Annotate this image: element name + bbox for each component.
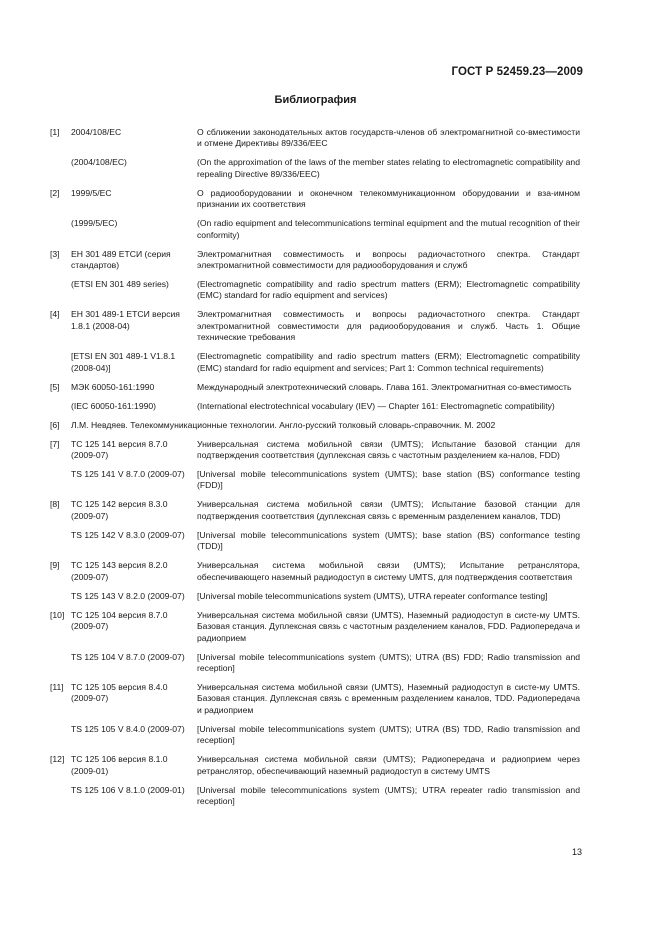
entry-row: [50, 652, 580, 675]
entry-code: TS 125 141 V 8.7.0 (2009-07): [71, 469, 185, 480]
entry-description: [Universal mobile telecommunications system (UMTS); base station (BS) conformance testing (FDD)]: [197, 469, 580, 491]
entry-row: [50, 382, 580, 393]
entry-code: (1999/5/EC): [71, 218, 118, 229]
entry-description: [Universal mobile telecommunications system (UMTS); UTRA (BS) TDD, Radio transmission and reception]: [197, 723, 580, 746]
entry-row: [50, 560, 580, 583]
entry-description: (Electromagnetic compatibility and radio spectrum matters (ERM); Electromagnetic compatibility (EMC) standard for radio equipment and services): [197, 279, 580, 301]
bibliography-list: [50, 127, 580, 815]
entry-number-blank: [50, 157, 71, 180]
entry-number: [8]: [50, 499, 60, 510]
entry-description: Универсальная система мобильной связи (UMTS); Испытание ретранслятора, обеспечивающего наземный радиодоступ в систему UMTS, для подтверждения соответствия: [197, 560, 580, 582]
entry-row: [50, 682, 580, 716]
entry-code: ТС 125 106 версия 8.1.0 (2009-01): [71, 754, 168, 776]
entry-code: TS 125 105 V 8.4.0 (2009-07): [71, 723, 185, 734]
entry-code: TS 125 104 V 8.7.0 (2009-07): [71, 651, 185, 662]
bibliography-entry: [50, 188, 580, 241]
entry-description: [Universal mobile telecommunications system (UMTS); base station (BS) conformance testing (TDD)]: [197, 529, 580, 552]
entry-row: [50, 401, 580, 412]
entry-row: [50, 591, 580, 602]
entry-description: Универсальная система мобильной связи (UMTS); Испытание базовой станции для подтверждения соответствия (дуплексная связь с временным разделением каналов, TDD): [197, 499, 580, 521]
entry-description: Электромагнитная совместимость и вопросы радиочастотного спектра. Стандарт электромагнитной совместимости для радиооборудования и служб: [197, 248, 580, 271]
entry-code: TS 125 143 V 8.2.0 (2009-07): [71, 590, 185, 601]
document-code: ГОСТ Р 52459.23—2009: [451, 66, 583, 78]
entry-code: ТС 125 141 версия 8.7.0 (2009-07): [71, 438, 168, 461]
entry-row: [50, 439, 580, 462]
entry-number: [2]: [50, 187, 60, 198]
entry-number: [3]: [50, 248, 60, 259]
entry-code: TS 125 142 V 8.3.0 (2009-07): [71, 529, 185, 540]
entry-number-blank: [50, 469, 71, 492]
entry-number: [4]: [50, 309, 60, 320]
entry-number: [12]: [50, 754, 65, 765]
entry-row: [50, 351, 580, 374]
entry-description: Электромагнитная совместимость и вопросы радиочастотного спектра. Стандарт электромагнитной совместимости для радиооборудования и служб. Часть 1. Общие технические требования: [197, 309, 580, 343]
bibliography-entry: [50, 439, 580, 492]
entry-number: [11]: [50, 681, 64, 692]
entry-row: [50, 279, 580, 302]
entry-code: (IEC 60050-161:1990): [71, 400, 157, 411]
entry-description: Универсальная система мобильной связи (UMTS); Радиопередача и радиоприем через ретранслятор, обеспечивающий наземный радиодоступ в систему UMTS: [197, 754, 580, 776]
entry-code: ТС 125 143 версия 8.2.0 (2009-07): [71, 560, 168, 582]
entry-number-blank: [50, 351, 71, 374]
entry-code: 2004/108/EC: [71, 127, 122, 137]
entry-description: О радиооборудовании и оконечном телекоммуникационном оборудовании и вза-имном признании их соответствия: [197, 187, 580, 210]
entry-number: [5]: [50, 381, 60, 392]
entry-code: (2004/108/EC): [71, 157, 127, 168]
entry-code: (ETSI EN 301 489 series): [71, 279, 169, 290]
entry-description: [Universal mobile telecommunications system (UMTS); UTRA (BS) FDD; Radio transmission and reception]: [197, 651, 580, 673]
entry-description: (On radio equipment and telecommunications terminal equipment and the mutual recognition of their conformity): [197, 218, 580, 240]
entry-description: Универсальная система мобильной связи (UMTS), Наземный радиодоступ в систе-му UMTS. Базовая станция. Дуплексная связь с частотным разделением каналов, FDD. Радиопередача и радиоприем: [197, 609, 580, 643]
entry-number: [9]: [50, 560, 60, 571]
entry-row: [50, 249, 580, 272]
page-number: 13: [571, 847, 582, 857]
entry-row: [50, 610, 580, 644]
entry-text: Л.М. Невдяев. Телекоммуникационные технологии. Англо-русский толковый словарь-справочник. М. 2002: [71, 419, 496, 430]
entry-code: ТС 125 104 версия 8.7.0 (2009-07): [71, 609, 168, 632]
entry-code: ТС 125 105 версия 8.4.0 (2009-07): [71, 681, 168, 704]
entry-code: МЭК 60050-161:1990: [71, 381, 155, 392]
entry-description: (Electromagnetic compatibility and radio spectrum matters (ERM); Electromagnetic compatibility (EMC) standard for radio equipment and services; Part 1: Common technical requirements): [197, 351, 580, 373]
entry-row: [50, 218, 580, 241]
entry-description: (On the approximation of the laws of the member states relating to electromagnetic compatibility and repealing Directive 89/336/EEC): [197, 157, 580, 179]
entry-row: [50, 499, 580, 522]
entry-number-blank: [50, 785, 71, 808]
page-title: Библиография: [274, 94, 357, 106]
entry-code: ЕН 301 489 ЕТСИ (серия стандартов): [71, 248, 171, 271]
entry-number-blank: [50, 724, 71, 747]
entry-row: [50, 157, 580, 180]
entry-description: Универсальная система мобильной связи (UMTS), Наземный радиодоступ в систе-му UMTS. Базовая станция. Дуплексная связь с временным разделением каналов, TDD. Радиопередача и радиоприем: [197, 681, 580, 715]
bibliography-entry: [50, 499, 580, 552]
entry-code: ЕН 301 489-1 ЕТСИ версия 1.8.1 (2008-04): [71, 309, 180, 331]
entry-code: 1999/5/EC: [71, 187, 112, 198]
entry-code: [ETSI EN 301 489-1 V1.8.1 (2008-04)]: [71, 351, 176, 373]
entry-description: [Universal mobile telecommunications system (UMTS); UTRA repeater radio transmission and reception]: [197, 784, 580, 806]
entry-number: [6]: [50, 419, 60, 430]
entry-description: Универсальная система мобильной связи (UMTS); Испытание базовой станции для подтверждения соответствия (дуплексная связь с частотным разделением ка-налов, FDD): [197, 438, 580, 461]
bibliography-entry: [50, 682, 580, 747]
bibliography-entry: [50, 309, 580, 374]
entry-row: [50, 530, 580, 553]
entry-code: TS 125 106 V 8.1.0 (2009-01): [71, 784, 185, 795]
bibliography-entry: [50, 382, 580, 412]
entry-row: [50, 188, 580, 211]
entry-number-blank: [50, 279, 71, 302]
entry-description: (International electrotechnical vocabulary (IEV) — Chapter 161: Electromagnetic compatibility): [197, 400, 555, 411]
bibliography-entry: [50, 754, 580, 807]
entry-row: [50, 309, 580, 343]
bibliography-entry: [50, 249, 580, 302]
entry-number-blank: [50, 218, 71, 241]
entry-number-blank: [50, 530, 71, 553]
entry-description: Международный электротехнический словарь. Глава 161. Электромагнитная со-вместимость: [197, 381, 572, 392]
entry-row: [50, 785, 580, 808]
entry-code: ТС 125 142 версия 8.3.0 (2009-07): [71, 499, 168, 521]
entry-description: [Universal mobile telecommunications system (UMTS), UTRA repeater conformance testing]: [197, 590, 548, 601]
entry-number: [1]: [50, 127, 60, 137]
bibliography-entry: [50, 127, 580, 180]
entry-number-blank: [50, 401, 71, 412]
entry-row: [50, 724, 580, 747]
entry-description: О сближении законодательных актов государств-членов об электромагнитной со-вместимости и отмене Директивы 89/336/EEC: [197, 127, 580, 149]
bibliography-entry: [50, 610, 580, 675]
entry-number: [10]: [50, 609, 65, 620]
entry-row: [50, 420, 580, 431]
entry-row: [50, 754, 580, 777]
entry-row: [50, 127, 580, 150]
bibliography-entry: [50, 560, 580, 602]
entry-row: [50, 469, 580, 492]
entry-number: [7]: [50, 438, 60, 449]
entry-number-blank: [50, 652, 71, 675]
bibliography-entry: [50, 420, 580, 431]
entry-number-blank: [50, 591, 71, 602]
